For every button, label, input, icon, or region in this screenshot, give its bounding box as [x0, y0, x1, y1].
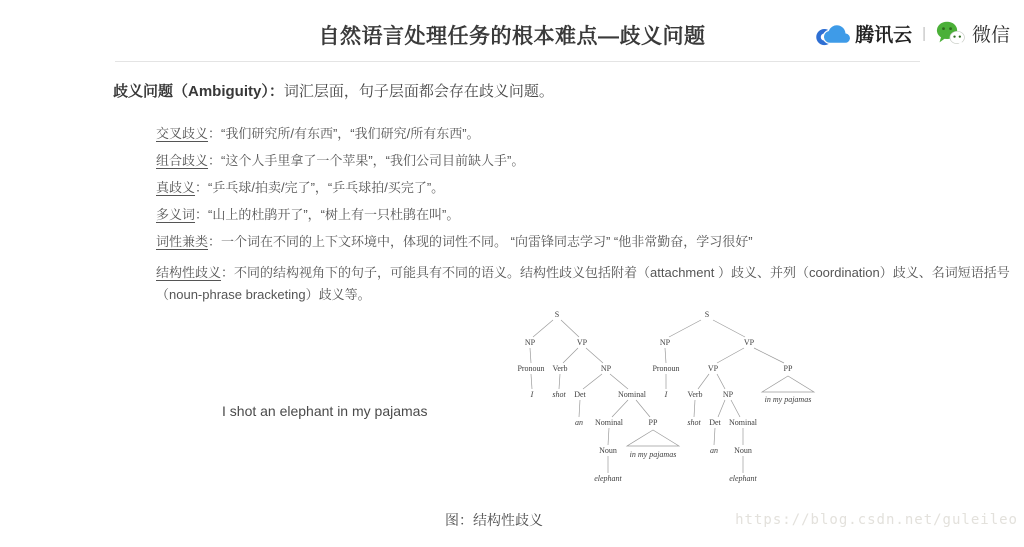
item-term: 组合歧义: [156, 153, 209, 168]
item-text: ：“这个人手里拿了一个苹果”，“我们公司目前缺人手”。: [208, 153, 525, 168]
list-item-pos-ambiguity: [156, 235, 992, 249]
tencent-cloud-label: 腾讯云: [855, 24, 913, 46]
tree-leaf-phrase: in my pajamas: [764, 395, 812, 404]
tree-node-label: PP: [783, 364, 793, 373]
item-term: 结构性歧义: [156, 265, 222, 280]
item-text: ：一个词在不同的上下文环境中，体现的词性不同。 “向雷锋同志学习” “他非常勤奋，学习很好”: [208, 234, 753, 249]
tree-node-label: S: [554, 310, 560, 319]
list-item-polysemy: [156, 208, 992, 222]
tree-leaf-phrase: in my pajamas: [629, 450, 677, 459]
list-item-combination-ambiguity: [156, 154, 992, 168]
tree-leaf-word: elephant: [594, 474, 622, 483]
item-term: 多义词: [156, 207, 196, 222]
tree-node-label: PP: [648, 418, 658, 427]
item-text: ：“我们研究所/有东西”，“我们研究/所有东西”。: [208, 126, 480, 141]
tree-node-label: Verb: [687, 390, 703, 399]
tree-node-label: Noun: [734, 446, 752, 455]
tree-node-label: NP: [600, 364, 612, 373]
tree-node-label: Nominal: [729, 418, 757, 427]
intro-line: [113, 80, 554, 101]
ambiguity-list: [156, 126, 1010, 306]
tree-node-label: Noun: [599, 446, 617, 455]
page-title: 自然语言处理任务的根本难点—歧义问题: [318, 25, 706, 48]
tree-node-label: Pronoun: [652, 364, 680, 373]
tree-node-label: Pronoun: [517, 364, 545, 373]
list-item-true-ambiguity: [156, 181, 992, 195]
item-text-continued: （noun-phrase bracketing）歧义等。: [156, 287, 371, 302]
tree-node-label: VP: [743, 338, 755, 347]
example-sentence: I shot an elephant in my pajamas: [222, 403, 428, 419]
wechat-label: 微信: [971, 24, 1010, 46]
tree-leaf-word: shot: [552, 390, 566, 399]
tree-leaf-word: elephant: [729, 474, 757, 483]
brand-separator: |: [922, 24, 926, 42]
tencent-cloud-icon: [814, 19, 850, 47]
tree-node-label: Det: [709, 418, 721, 427]
tree-leaf-word: an: [710, 446, 718, 455]
tree-leaf-word: I: [530, 390, 534, 399]
list-item-cross-ambiguity: [156, 127, 992, 141]
tree-node-label: Nominal: [618, 390, 646, 399]
intro-lead: 歧义问题（Ambiguity）：: [113, 83, 284, 100]
tree-node-label: VP: [576, 338, 588, 347]
tree-leaf-word: an: [575, 418, 583, 427]
tree-node-label: NP: [722, 390, 734, 399]
tree-node-label: NP: [524, 338, 536, 347]
item-term: 交叉歧义: [156, 126, 209, 141]
watermark-url: https://blog.csdn.net/guleileo: [735, 512, 1018, 528]
header-divider: [115, 61, 920, 62]
tree-node-label: Det: [574, 390, 586, 399]
brand-area: [814, 17, 1010, 49]
item-text: ：不同的结构视角下的句子，可能具有不同的语义。结构性歧义包括附着（attachment ）歧义、并列（coordination）歧义、名词短语括号: [221, 265, 1010, 280]
item-term: 真歧义: [156, 180, 196, 195]
item-text: ：“乒乓球/拍卖/完了”，“乒乓球拍/买完了”。: [195, 180, 445, 195]
parse-trees-figure: [480, 300, 840, 495]
tree-node-label: S: [704, 310, 710, 319]
figure-caption: 图：结构性歧义: [445, 512, 543, 528]
tree-leaf-word: shot: [687, 418, 701, 427]
tree-node-label: NP: [659, 338, 671, 347]
item-term: 词性兼类: [156, 234, 209, 249]
tree-node-label: VP: [707, 364, 719, 373]
wechat-icon: [936, 20, 966, 47]
intro-rest: 词汇层面，句子层面都会存在歧义问题。: [283, 83, 554, 100]
item-text: ：“山上的杜鹃开了”，“树上有一只杜鹃在叫”。: [195, 207, 460, 222]
tree-node-label: Verb: [552, 364, 568, 373]
tree-node-label: Nominal: [595, 418, 623, 427]
tree-leaf-word: I: [664, 390, 668, 399]
